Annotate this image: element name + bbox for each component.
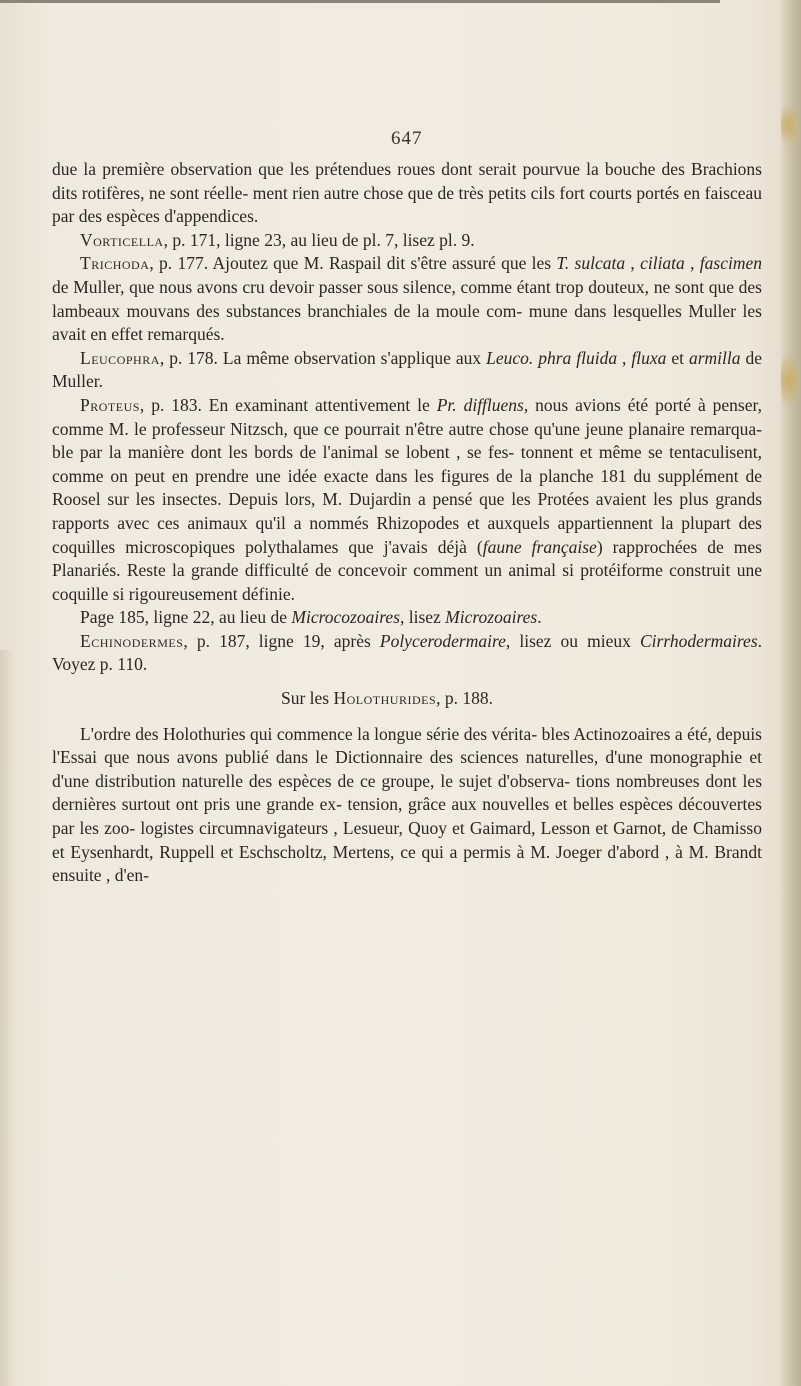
term-italic: Polycerodermaire — [379, 630, 506, 651]
page-left-edge — [0, 650, 14, 1386]
entry-text: , nous avions été porté à penser, comme M. le professeur Nitzsch, que ce pourrait n'être autre chose qu'une jeune planaire remarqua- ble par la manière dont les bords de l'animal se lobent , se fes- tonnent et même se tentaculisent, comme on peut en prendre une idée exacte dans les figures de la planche 181 du supplément de Roosel sur les insectes. Depuis lors, M. Dujardin a pensé que les Protées avaient les plus grands rapports avec ces animaux qu'il a nommés Rhizopodes et auxquels appartiennent la plupart des coquilles microscopiques polythalames que j'avais déjà ( — [52, 394, 763, 557]
entry-term: Leucophra — [80, 347, 160, 368]
entry-text: et — [666, 347, 689, 368]
entry-text: . — [537, 607, 542, 628]
entry-text: , p. 171, ligne 23, au lieu de pl. 7, lisez pl. 9. — [163, 229, 475, 250]
paragraph-holothuries: L'ordre des Holothuries qui commence la longue série des vérita- bles Actinozoaires a été, depuis l'Essai que nous avons publié dans le Dictionnaire des sciences naturelles, d'une monographie et d'une distribution naturelle des espèces de ce groupe, le sujet d'observa- tions nombreuses dont les dernières surtout ont pris une grande ex- tension, grâce aux nouvelles et belles espèces découvertes par les zoo- logistes circumnavigateurs , Lesueur, Quoy et Gaimard, Lesson et Garnot, de Chamisso et Eysenhardt, Ruppell et Eschscholtz, Mertens, ce qui a permis à M. Joeger d'abord , à M. Brandt ensuite , d'en- — [52, 723, 762, 886]
paper-stain — [781, 95, 797, 155]
entry-text: , p. 183. En examinant attentivement le — [139, 394, 437, 415]
entry-text: . Voyez p. 110. — [52, 630, 763, 675]
entry-text: , p. 187, ligne 19, après — [183, 630, 380, 651]
term-italic: Cirrhodermaires — [639, 630, 758, 651]
paper-stain — [781, 340, 797, 420]
entry-term: Proteus — [80, 394, 140, 415]
heading-text: Sur les — [280, 688, 334, 709]
entry-text: , p. 177. Ajoutez que M. Raspail dit s'être assuré que les — [149, 253, 557, 274]
section-heading-holothurides — [52, 687, 762, 711]
species-name: fascimen — [699, 253, 763, 274]
species-name: Pr. diffluens — [436, 394, 524, 415]
entry-text: de Muller, que nous avons cru devoir passer sous silence, comme étant trop douteux, ne sont que des lambeaux mouvans des substances branchiales de la moule com- mune dans lesquelles Muller les avait en effet remarqués. — [52, 276, 762, 345]
heading-term: Holothurides — [333, 688, 437, 709]
top-border-rule — [0, 0, 720, 3]
species-name: ciliata — [640, 253, 685, 274]
entry-term: Trichoda — [80, 253, 150, 274]
book-title: faune française — [482, 536, 597, 557]
paragraph-vorticella — [52, 229, 762, 253]
heading-text: , p. 188. — [436, 688, 493, 709]
entry-term: Echinodermes — [80, 630, 184, 651]
entry-text: , lisez — [399, 607, 446, 628]
paragraph-trichoda — [52, 252, 762, 346]
entry-text: , p. 178. La même observation s'applique aux — [159, 347, 487, 368]
paragraph-rotiferes: due la première observation que les prétendues roues dont serait pourvue la bouche des Brachions dits rotifères, ne sont réelle- ment rien autre chose que de très petits cils fort courts portés en faisceau par des espèces d'appendices. — [52, 159, 762, 227]
species-name: T. sulcata — [556, 253, 626, 274]
species-name: fluxa — [631, 347, 667, 368]
paragraph-proteus — [52, 394, 762, 606]
entry-text: , — [684, 253, 700, 274]
paragraph-echinodermes — [52, 630, 762, 677]
term-italic: Microzoaires — [445, 607, 538, 628]
page-right-edge — [779, 0, 801, 1386]
entry-text: Page 185, ligne 22, au lieu de — [80, 607, 292, 628]
entry-term: Vorticella — [80, 229, 164, 250]
page-number: 647 — [391, 128, 423, 149]
body-text — [52, 158, 762, 888]
species-name: Leuco. phra fluida — [486, 347, 618, 368]
term-italic: Microcozoaires — [291, 607, 400, 628]
paragraph-page-185 — [52, 606, 762, 630]
entry-text: , — [625, 253, 641, 274]
entry-text: ) rapprochées de mes Planariés. Reste la grande difficulté de concevoir comment un animal si protéiforme construit une coquille si rigoureusement définie. — [52, 536, 762, 604]
entry-text: , lisez ou mieux — [505, 630, 640, 651]
entry-text: , — [617, 347, 632, 368]
paragraph-leucophra — [52, 347, 762, 394]
species-name: armilla — [688, 347, 741, 368]
entry-text: de Muller. — [52, 347, 762, 392]
